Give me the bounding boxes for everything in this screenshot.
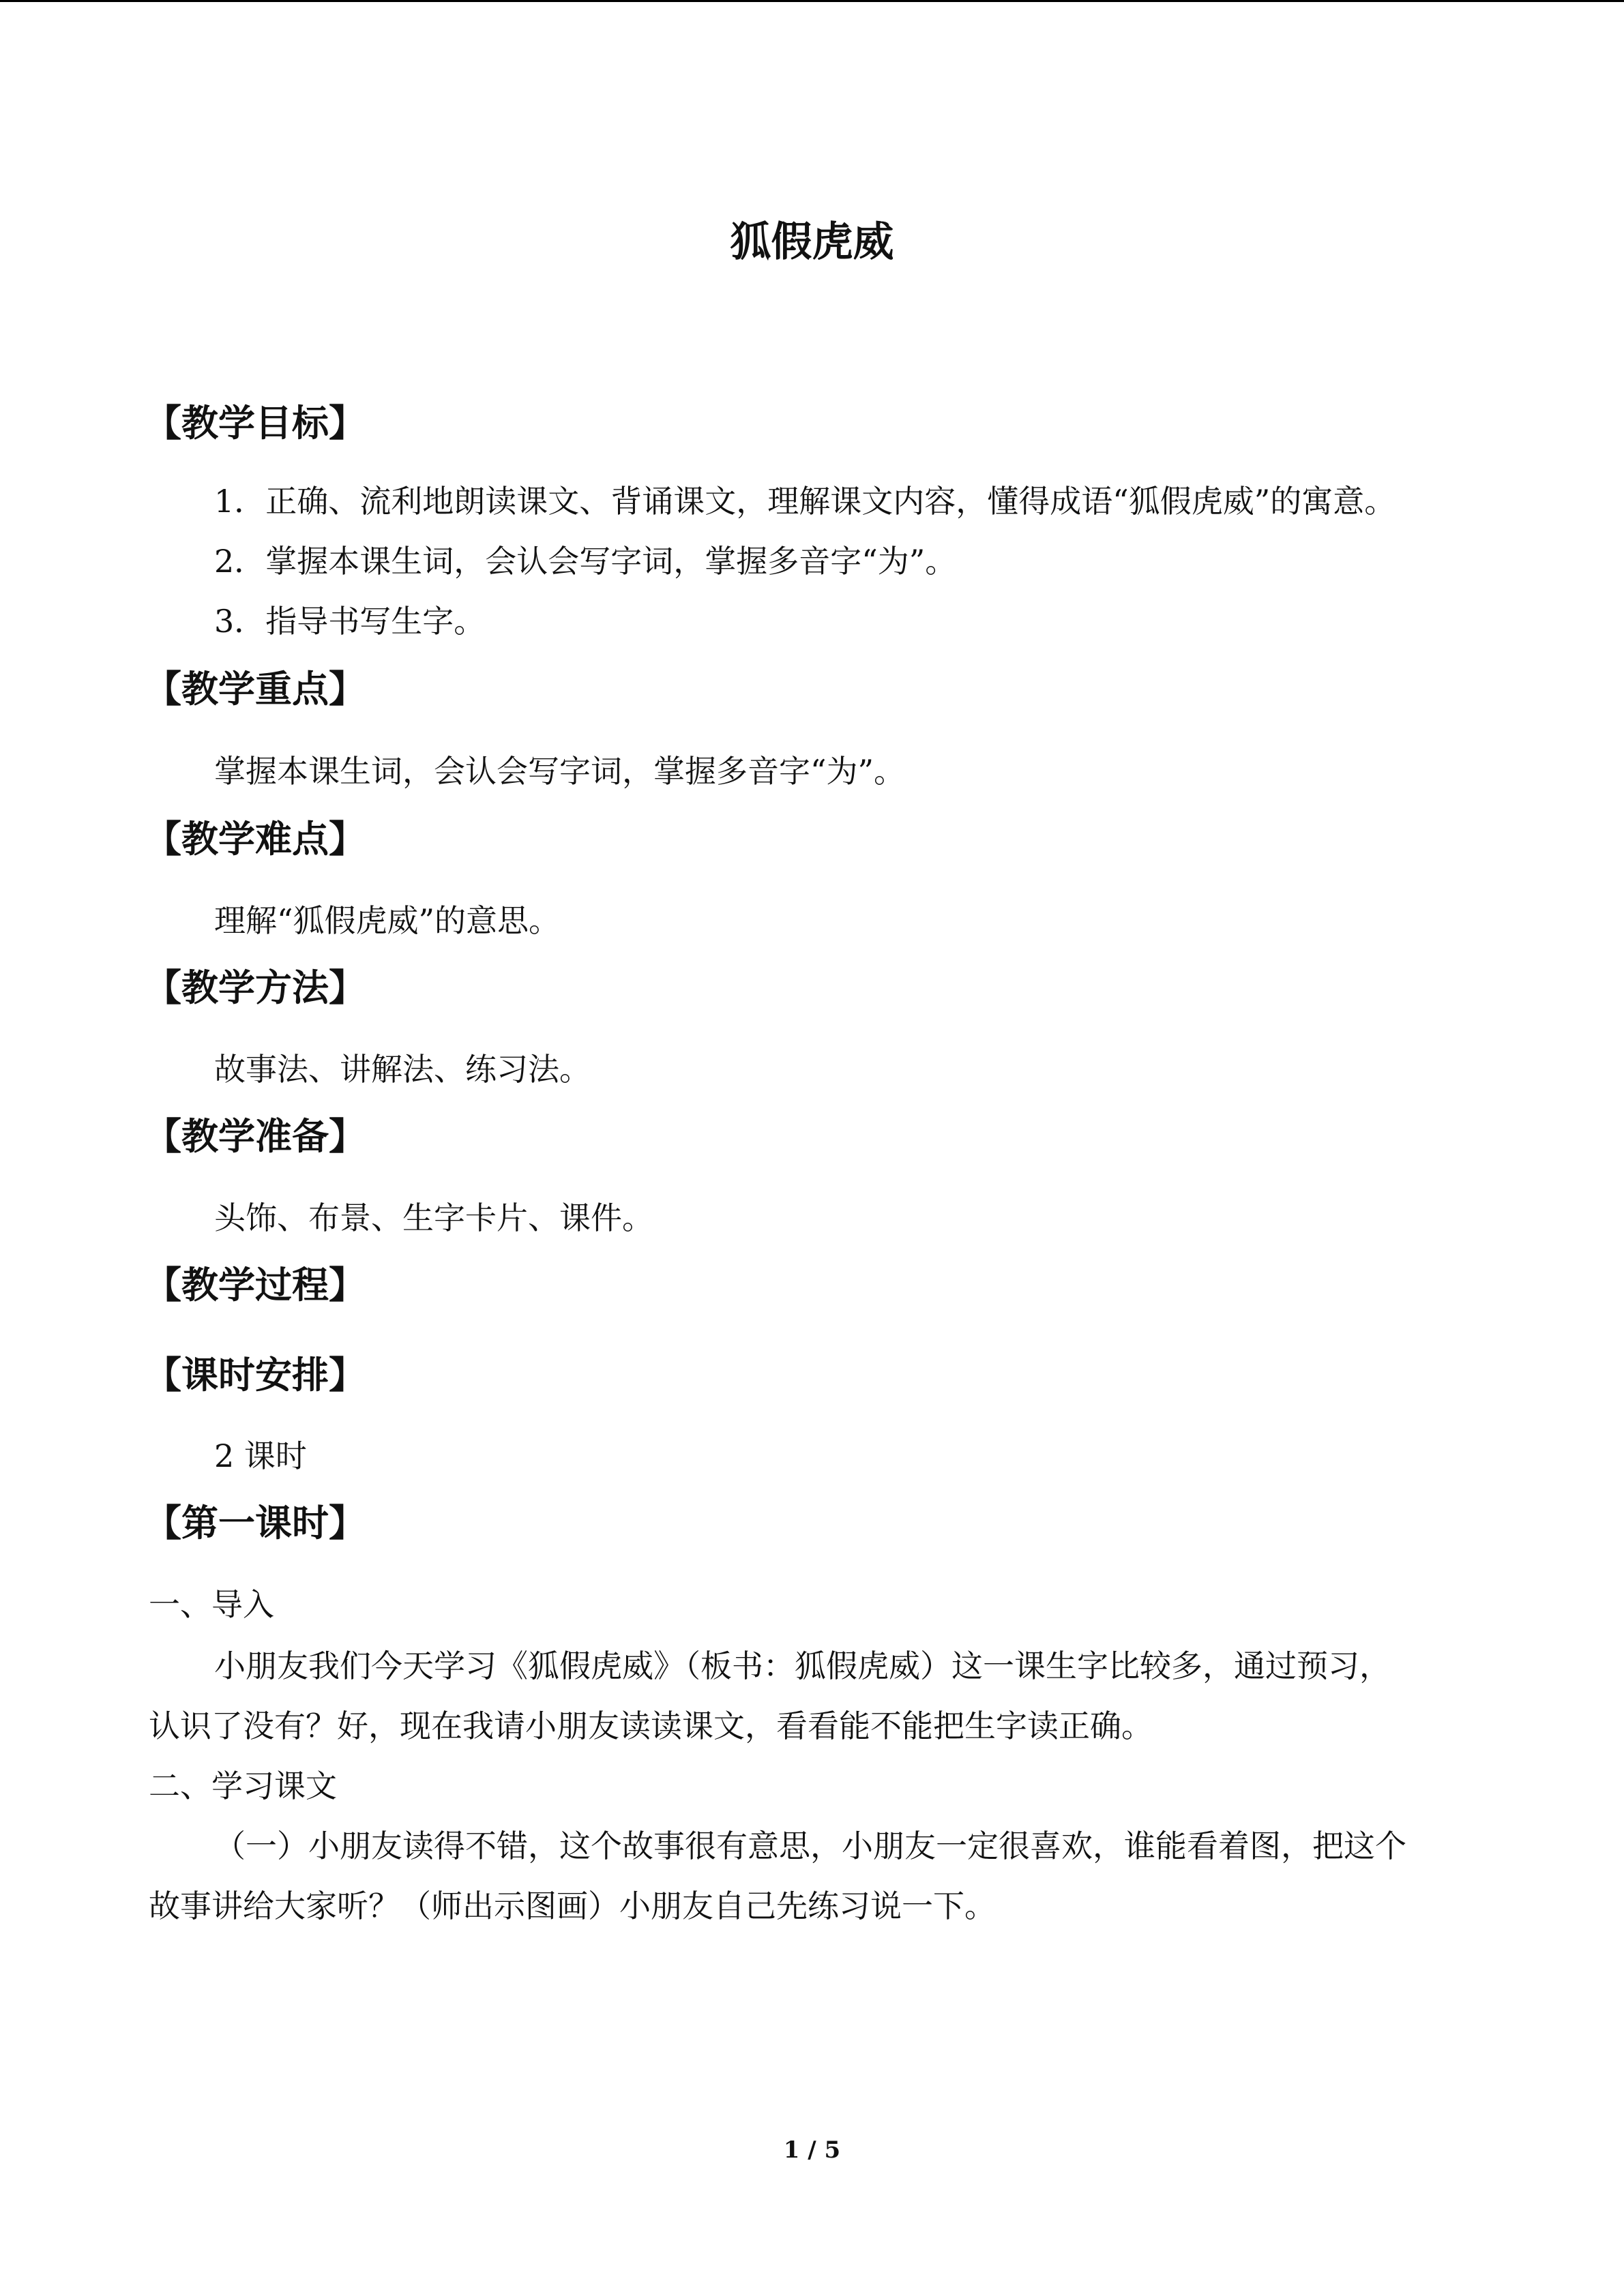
key-points-text: 掌握本课生词，会认会写字词，掌握多音字“为”。 xyxy=(214,753,906,790)
preparation-text: 头饰、布景、生字卡片、课件。 xyxy=(214,1199,653,1236)
heading-preparation: 【教学准备】 xyxy=(145,1114,366,1158)
part-one-title: 一、导入 xyxy=(149,1586,274,1623)
page-number: 1 / 5 xyxy=(783,2136,841,2164)
heading-difficulties: 【教学难点】 xyxy=(145,817,366,861)
schedule-text: 2 课时 xyxy=(214,1437,307,1474)
goal-item-1: 1．正确、流利地朗读课文、背诵课文，理解课文内容，懂得成语“狐假虎威”的寓意。 xyxy=(214,483,1396,520)
goal-item-3: 3．指导书写生字。 xyxy=(214,603,486,640)
heading-key-points: 【教学重点】 xyxy=(145,667,366,711)
methods-text: 故事法、讲解法、练习法。 xyxy=(214,1051,591,1088)
goal-item-2: 2．掌握本课生词，会认会写字词，掌握多音字“为”。 xyxy=(214,543,957,580)
heading-lesson-one: 【第一课时】 xyxy=(145,1501,366,1545)
part-two-line-1: （一）小朋友读得不错，这个故事很有意思，小朋友一定很喜欢，谁能看着图，把这个 xyxy=(214,1828,1406,1864)
part-one-line-1: 小朋友我们今天学习《狐假虎威》（板书：狐假虎威）这一课生字比较多，通过预习， xyxy=(214,1648,1391,1684)
part-one-line-2: 认识了没有？好，现在我请小朋友读读课文，看看能不能把生字读正确。 xyxy=(149,1708,1153,1744)
part-two-line-2: 故事讲给大家听？（师出示图画）小朋友自己先练习说一下。 xyxy=(149,1888,996,1924)
difficulties-text: 理解“狐假虎威”的意思。 xyxy=(214,902,561,939)
heading-methods: 【教学方法】 xyxy=(145,966,366,1009)
page-title: 狐假虎威 xyxy=(730,218,894,266)
heading-teaching-goals: 【教学目标】 xyxy=(145,401,366,445)
heading-schedule: 【课时安排】 xyxy=(145,1353,366,1397)
part-two-title: 二、学习课文 xyxy=(149,1768,337,1804)
heading-process: 【教学过程】 xyxy=(145,1263,366,1307)
